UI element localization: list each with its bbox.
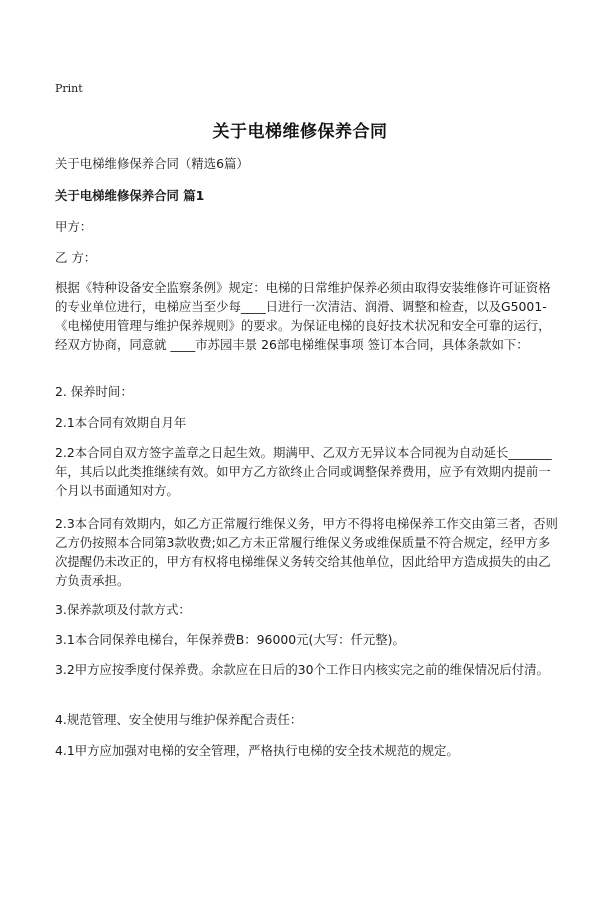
party-b-line: 乙 方：: [55, 250, 97, 265]
clause-3-1: 3.1本合同保养电梯台，年保养费B：96000元(大写：仟元整)。: [55, 632, 405, 647]
section-heading: 关于电梯维修保养合同 篇1: [55, 188, 205, 203]
clause-2-heading: 2. 保养时间：: [55, 384, 133, 399]
clause-2-3: 2.3本合同有效期内，如乙方正常履行维保义务，甲方不得将电梯保养工作交由第三者，否则乙方仍按照本合同第3款收费;如乙方未正常履行维保义务或维保质量不符合规定，经甲方多次提醒仍未改正的，甲方有权将电梯维保义务转交给其他单位，因此给甲方造成损失的由乙方负责承担。: [55, 516, 558, 588]
clause-4-heading: 4.规范管理、安全使用与维护保养配合责任：: [55, 712, 303, 727]
document-subtitle: 关于电梯维修保养合同（精选6篇）: [55, 156, 249, 171]
document-title: 关于电梯维修保养合同: [212, 122, 388, 142]
clause-2-1: 2.1本合同有效期自月年: [55, 415, 187, 430]
clause-3-heading: 3.保养款项及付款方式：: [55, 602, 191, 617]
intro-paragraph: 根据《特种设备安全监察条例》规定：电梯的日常维护保养必须由取得安装维修许可证资格的专业单位进行，电梯应当至少每____日进行一次清洁、润滑、调整和检查，以及G5001-《电梯使用管理与维护保养规则》的要求。为保证电梯的良好技术状况和安全可靠的运行，经双方协商，同意就 ____市苏园丰景 26部电梯维保事项 签订本合同，具体条款如下：: [55, 280, 551, 352]
clause-2-2: 2.2本合同自双方签字盖章之日起生效。期满甲、乙双方无异议本合同视为自动延长_______年，其后以此类推继续有效。如甲方乙方欲终止合同或调整保养费用，应予有效期内提前一个月以书面通知对方。: [55, 445, 552, 498]
party-a-line: 甲方：: [55, 219, 93, 234]
print-label: Print: [55, 82, 83, 95]
clause-4-1: 4.1甲方应加强对电梯的安全管理，严格执行电梯的安全技术规范的规定。: [55, 743, 459, 758]
clause-3-2: 3.2甲方应按季度付保养费。余款应在日后的30个工作日内核实完之前的维保情况后付清。: [55, 662, 549, 677]
